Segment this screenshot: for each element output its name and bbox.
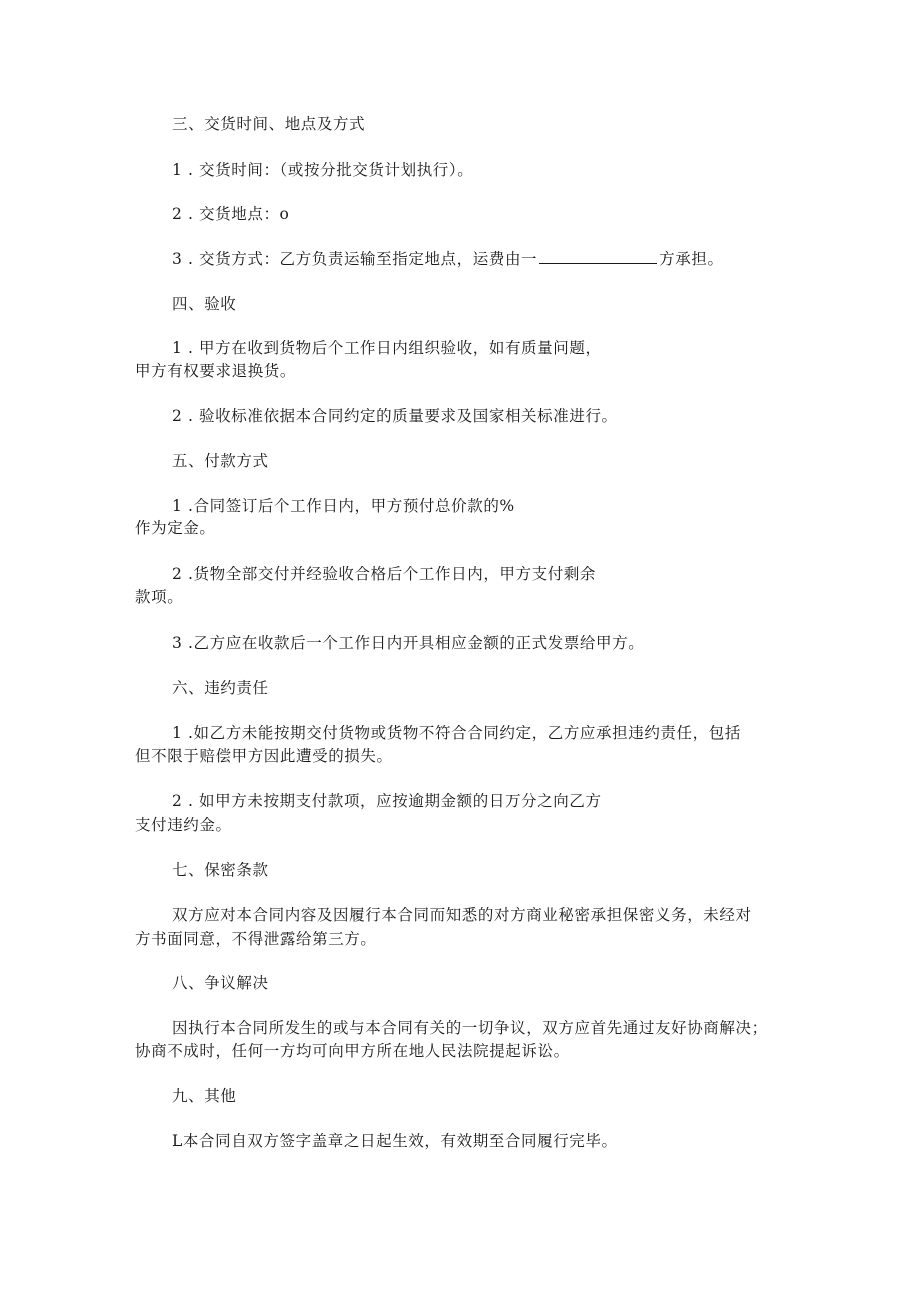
delivery-method-clause bbox=[172, 249, 724, 269]
section-heading-confidentiality: 七、保密条款 bbox=[172, 861, 269, 879]
acceptance-clause-1-line-2: 甲方有权要求退换货。 bbox=[135, 362, 297, 380]
payment-clause-3: 3 .乙方应在收款后一个工作日内开具相应金额的正式发票给甲方。 bbox=[172, 634, 645, 652]
liability-clause-2-line-1: 2 . 如甲方未按期支付款项，应按逾期金额的日万分之向乙方 bbox=[172, 792, 602, 810]
section-heading-acceptance: 四、验收 bbox=[172, 295, 237, 313]
section-heading-other: 九、其他 bbox=[172, 1087, 237, 1105]
payment-clause-1-line-1: 1 .合同签订后个工作日内，甲方预付总价款的% bbox=[172, 497, 515, 515]
section-heading-liability: 六、违约责任 bbox=[172, 679, 269, 697]
section-heading-dispute: 八、争议解决 bbox=[172, 974, 269, 992]
delivery-time-clause: 1 . 交货时间：（或按分批交货计划执行）。 bbox=[172, 161, 474, 179]
confidentiality-line-2: 方书面同意，不得泄露给第三方。 bbox=[135, 930, 377, 948]
payment-clause-2-line-2: 款项。 bbox=[135, 588, 184, 606]
acceptance-clause-2: 2 . 验收标准依据本合同约定的质量要求及国家相关标准进行。 bbox=[172, 407, 618, 425]
delivery-method-suffix: 方承担。 bbox=[659, 250, 724, 268]
payment-clause-1-line-2: 作为定金。 bbox=[135, 519, 216, 537]
other-clause-1: L本合同自双方签字盖章之日起生效，有效期至合同履行完毕。 bbox=[172, 1132, 618, 1150]
payment-clause-2-line-1: 2 .货物全部交付并经验收合格后个工作日内，甲方支付剩余 bbox=[172, 565, 597, 583]
liability-clause-1-line-2: 但不限于赔偿甲方因此遭受的损失。 bbox=[135, 747, 393, 765]
liability-clause-2-line-2: 支付违约金。 bbox=[135, 816, 232, 834]
delivery-place-clause: 2 . 交货地点：o bbox=[172, 205, 290, 223]
liability-clause-1-line-1: 1 .如乙方未能按期交付货物或货物不符合合同约定，乙方应承担违约责任，包括 bbox=[172, 724, 741, 742]
section-heading-delivery: 三、交货时间、地点及方式 bbox=[172, 115, 366, 133]
section-heading-payment: 五、付款方式 bbox=[172, 452, 269, 470]
dispute-line-1: 因执行本合同所发生的或与本合同有关的一切争议，双方应首先通过友好协商解决； bbox=[172, 1019, 768, 1037]
confidentiality-line-1: 双方应对本合同内容及因履行本合同而知悉的对方商业秘密承担保密义务，未经对 bbox=[172, 906, 752, 924]
dispute-line-2: 协商不成时，任何一方均可向甲方所在地人民法院提起诉讼。 bbox=[135, 1042, 570, 1060]
acceptance-clause-1-line-1: 1 . 甲方在收到货物后个工作日内组织验收，如有质量问题， bbox=[172, 339, 602, 357]
delivery-method-text: 3 . 交货方式：乙方负责运输至指定地点，运费由一 bbox=[172, 250, 538, 268]
freight-party-blank bbox=[539, 249, 657, 264]
